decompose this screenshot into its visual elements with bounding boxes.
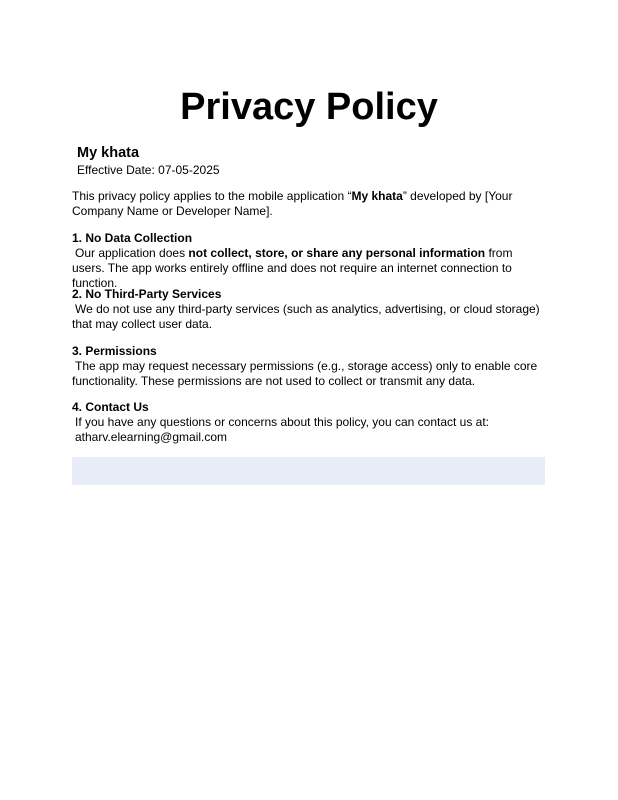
intro-text-before: This privacy policy applies to the mobile application “ [72,189,352,203]
section-no-data-collection [72,231,548,291]
section-heading: 2. No Third-Party Services [72,287,222,301]
intro-paragraph [72,189,548,219]
section-text-before: Our application does [75,246,189,260]
contact-email[interactable]: atharv.elearning@gmail.com [75,430,228,444]
section-permissions [72,344,548,389]
intro-app-name: My khata [351,189,403,203]
section-text: The app may request necessary permissions (e.g., storage access) only to enable core functionality. These permissions are not used to collect or transmit any data. [72,359,538,388]
section-contact-us [72,400,548,445]
section-heading: 1. No Data Collection [72,231,193,245]
section-text-bold: not collect, store, or share any personal information [188,246,486,260]
intro-text-after: ” developed by [Your Company Name or Developer Name]. [72,189,513,218]
section-text: If you have any questions or concerns about this policy, you can contact us at: [75,415,490,429]
section-heading: 3. Permissions [72,344,157,358]
section-text-after: from users. The app works entirely offline and does not require an internet connection to function. [72,246,513,290]
section-text: We do not use any third-party services (such as analytics, advertising, or cloud storage) that may collect user data. [72,302,540,331]
section-heading: 4. Contact Us [72,400,149,414]
section-no-third-party [72,287,548,332]
effective-date: Effective Date: 07-05-2025 [77,163,220,177]
app-name: My khata [77,145,140,161]
highlight-box [72,457,545,485]
page-title: Privacy Policy [180,86,438,128]
